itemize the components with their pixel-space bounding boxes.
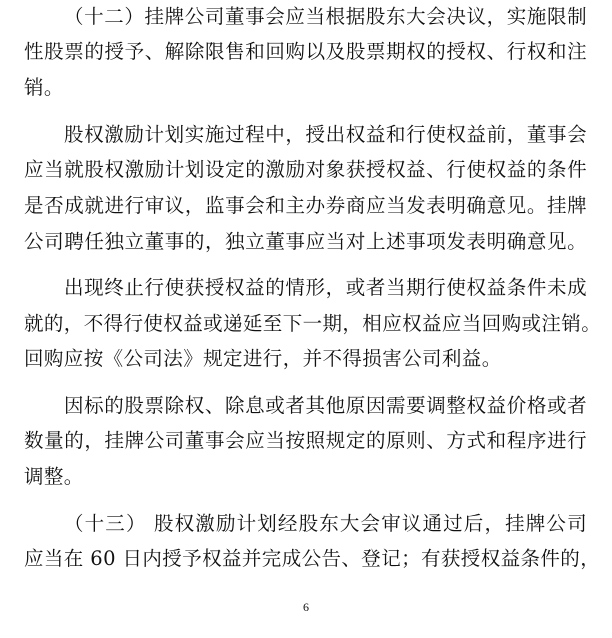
text-line: 性股票的授予、解除限售和回购以及股票期权的授权、行权和注	[24, 40, 587, 63]
text-line: 销。	[24, 76, 64, 99]
text-line: 应当在 60 日内授予权益并完成公告、登记；有获授权益条件的，	[24, 547, 601, 570]
text-line: 是否成就进行审议，监事会和主办券商应当发表明确意见。挂牌	[24, 194, 587, 217]
text-line: 调整。	[24, 465, 84, 488]
page-number: 6	[303, 600, 309, 614]
text-line: 回购应按《公司法》规定进行，并不得损害公司利益。	[24, 347, 502, 370]
text-line: 出现终止行使获授权益的情形，或者当期行使权益条件未成	[64, 276, 587, 299]
text-line: 因标的股票除权、除息或者其他原因需要调整权益价格或者	[64, 394, 587, 417]
text-line: 公司聘任独立董事的，独立董事应当对上述事项发表明确意见。	[24, 230, 587, 253]
text-line: （十三） 股权激励计划经股东大会审议通过后，挂牌公司	[64, 512, 587, 535]
text-line: （十二）挂牌公司董事会应当根据股东大会决议，实施限制	[64, 5, 587, 28]
text-line: 数量的，挂牌公司董事会应当按照规定的原则、方式和程序进行	[24, 429, 587, 452]
text-line: 股权激励计划实施过程中，授出权益和行使权益前，董事会	[64, 123, 587, 146]
text-line: 就的，不得行使权益或递延至下一期，相应权益应当回购或注销。	[24, 312, 602, 335]
text-line: 应当就股权激励计划设定的激励对象获授权益、行使权益的条件	[24, 158, 587, 181]
